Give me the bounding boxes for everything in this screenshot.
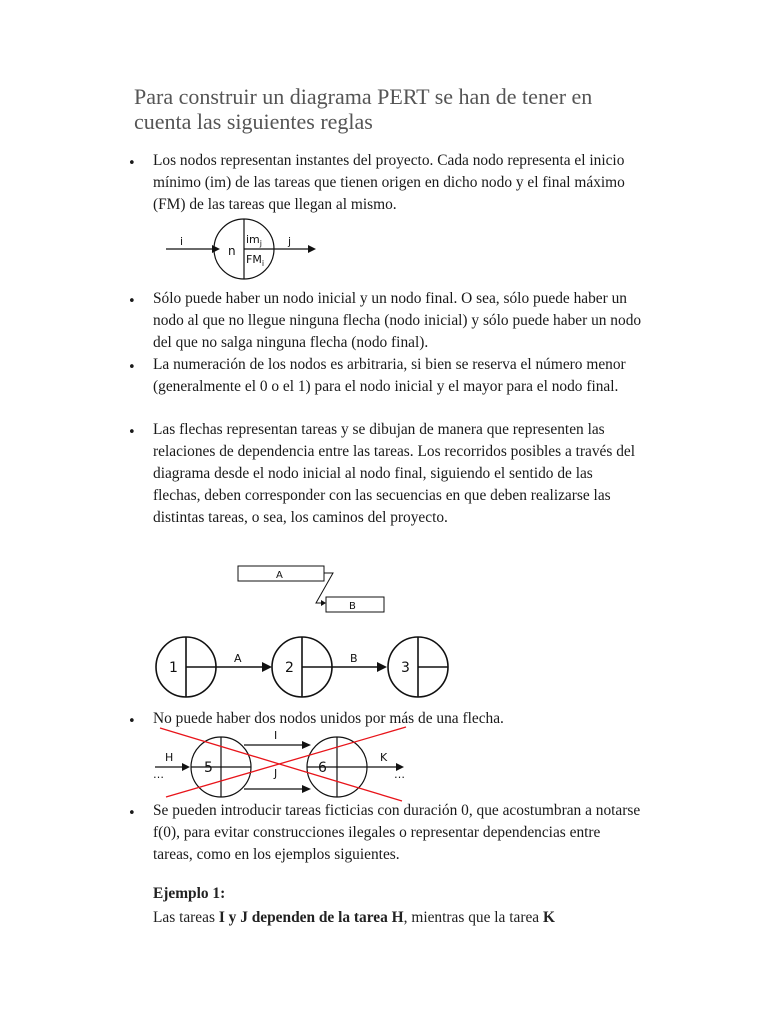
node-5-label: 5	[204, 760, 213, 776]
node-6-label: 6	[318, 760, 327, 776]
task-a-label: A	[276, 570, 283, 581]
task-b-label: B	[349, 601, 356, 612]
arrow-j-label: J	[274, 767, 278, 780]
arrow-b-label: B	[350, 652, 358, 665]
bullet-marker: •	[128, 714, 136, 729]
im-label: $im_j$	[246, 233, 263, 248]
node-label: n	[228, 244, 236, 258]
incoming-arrow-label: i	[180, 235, 184, 248]
bullet-marker: •	[128, 156, 136, 171]
right-ellipsis: …	[394, 768, 405, 781]
bullet-text-arrows: Las flechas representan tareas y se dibujan de manera que representen las relaciones de dependencia entre las tareas. Los recorridos posibles a través del diagrama desde el nodo inicial al nodo final, siguiendo el sentido de las flechas, deben corresponder con las secuencias en que deben realizarse las distintas tareas, o sea, los caminos del proyecto.	[153, 421, 636, 526]
bullet-text-no-double-arrows: No puede haber dos nodos unidos por más de una flecha.	[153, 710, 504, 727]
bullet-marker: •	[128, 806, 136, 821]
fm-label: $FM_i$	[246, 253, 265, 268]
example-text: Las tareas I y J dependen de la tarea H, mientras que la tarea K	[153, 909, 555, 926]
node-2-label: 2	[285, 660, 294, 676]
bullet-text-single-start-end: Sólo puede haber un nodo inicial y un nodo final. O sea, sólo puede haber un nodo al que no llegue ninguna flecha (nodo inicial) y sólo puede haber un nodo del que no salga ninguna flecha (nodo final).	[153, 290, 642, 351]
node-3-label: 3	[401, 660, 410, 676]
bullet-text-fictitious-tasks: Se pueden introducir tareas ficticias con duración 0, que acostumbran a notarse f(0), para evitar construcciones ilegales o representar dependencias entre tareas, como en los ejemplos siguientes.	[153, 802, 641, 863]
bullet-text-nodes: Los nodos representan instantes del proyecto. Cada nodo representa el inicio mínimo (im) de las tareas que tienen origen en dicho nodo y el final máximo (FM) de las tareas que llegan al mismo.	[153, 152, 625, 213]
node-1-label: 1	[169, 660, 178, 676]
arrow-a-label: A	[234, 652, 242, 665]
outgoing-arrow-label: j	[288, 235, 292, 248]
bullet-marker: •	[128, 425, 136, 440]
example-title: Ejemplo 1:	[153, 885, 226, 902]
arrow-i-label: I	[274, 729, 278, 742]
left-ellipsis: …	[153, 768, 164, 781]
bullet-marker: •	[128, 294, 136, 309]
bullet-marker: •	[128, 360, 136, 375]
red-cross-line	[166, 727, 406, 797]
page-title: Para construir un diagrama PERT se han de tener en cuenta las siguientes reglas	[134, 84, 593, 134]
arrow-h-label: H	[165, 751, 174, 764]
bullet-text-numbering: La numeración de los nodos es arbitraria, si bien se reserva el número menor (generalmente el 0 o el 1) para el nodo inicial y el mayor para el nodo final.	[153, 356, 626, 395]
arrow-k-label: K	[380, 751, 388, 764]
